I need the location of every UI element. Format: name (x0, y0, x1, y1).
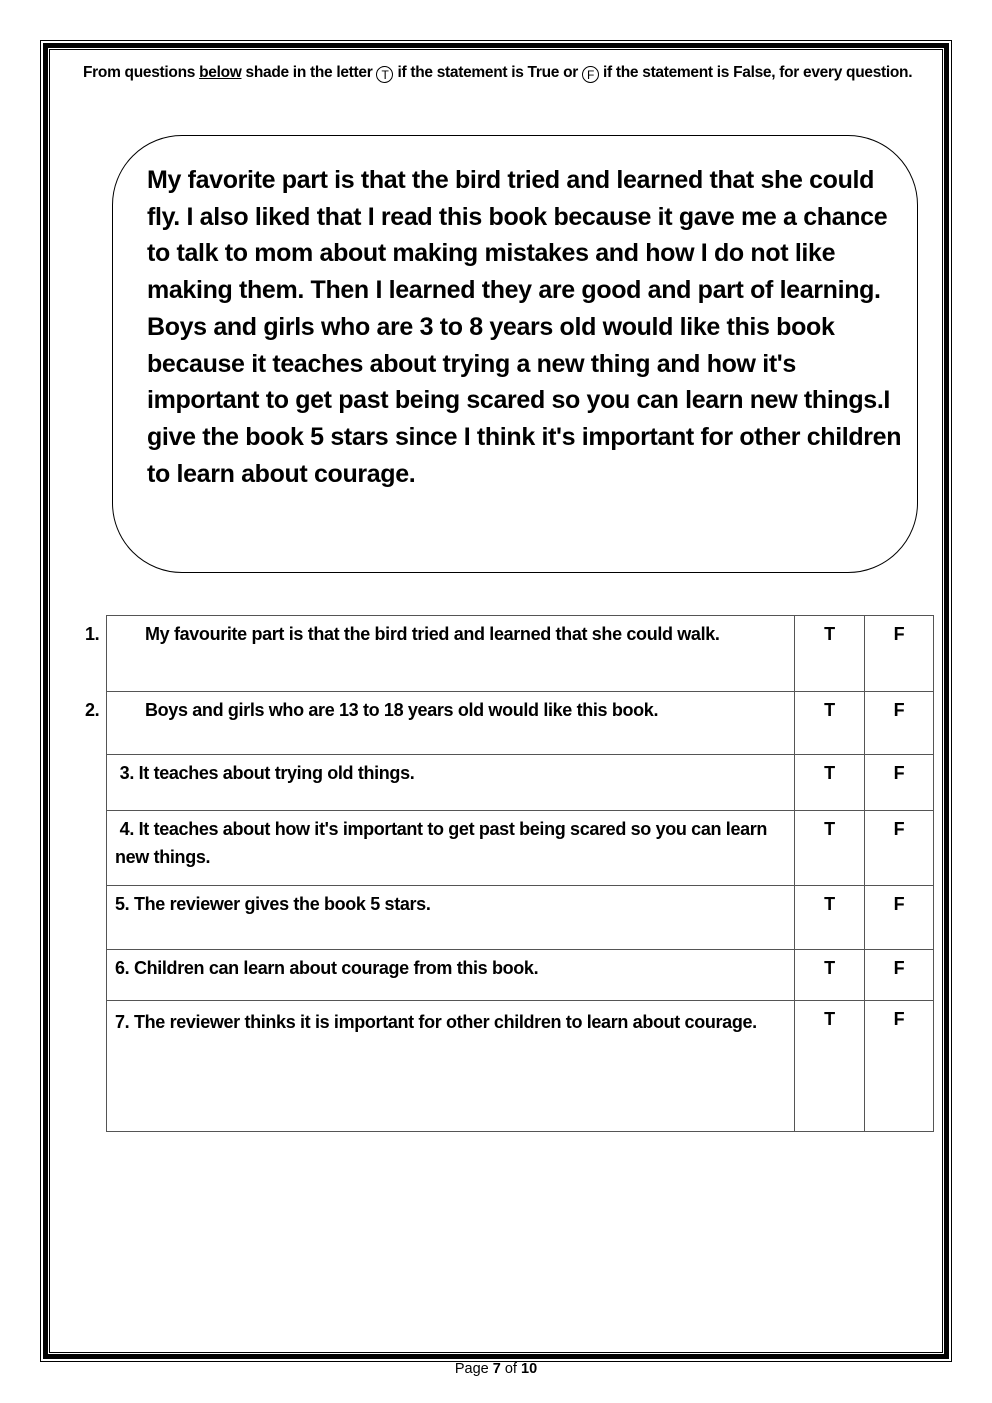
false-option[interactable]: F (865, 886, 934, 950)
question-number: 2. (85, 700, 100, 720)
question-cell (107, 886, 795, 950)
question-text: 6. Children can learn about courage from this book. (115, 958, 539, 978)
question-text: 3. It teaches about trying old things. (115, 763, 415, 783)
false-option[interactable]: F (865, 755, 934, 811)
footer-total-pages: 10 (521, 1361, 538, 1377)
true-option[interactable]: T (795, 950, 865, 1001)
footer-page-word: Page (454, 1361, 493, 1377)
circled-t-icon: T (376, 66, 393, 83)
true-option[interactable]: T (795, 1001, 865, 1132)
question-text: 7. The reviewer thinks it is important for other children to learn about courage. (115, 1012, 757, 1032)
true-option[interactable]: T (795, 811, 865, 886)
instructions-part2: shade in the letter (241, 64, 377, 81)
question-text: 5. The reviewer gives the book 5 stars. (115, 894, 431, 914)
question-cell (85, 616, 795, 692)
footer-current-page: 7 (492, 1361, 501, 1377)
table-row (107, 1001, 934, 1132)
false-option[interactable]: F (865, 811, 934, 886)
true-option[interactable]: T (795, 616, 865, 692)
table-row (107, 755, 934, 811)
question-text: 4. It teaches about how it's important to get past being scared so you can learn new things. (115, 819, 772, 867)
review-text (147, 162, 902, 492)
false-option[interactable]: F (865, 692, 934, 755)
review-paragraph-1: My favorite part is that the bird tried and learned that she could fly. I also liked that I read this book because it gave me a chance to talk to mom about making mistakes and how I do not like making them. Then I learned they are good and part of learning. (147, 166, 888, 305)
instructions-underlined: below (199, 64, 242, 81)
question-cell (107, 950, 795, 1001)
question-text: Boys and girls who are 13 to 18 years old would like this book. (145, 700, 659, 720)
instructions-part4: if the statement is False, for every question. (599, 64, 913, 81)
circled-f-icon: F (582, 66, 599, 83)
false-option[interactable]: F (865, 950, 934, 1001)
review-paragraph-2: Boys and girls who are 3 to 8 years old would like this book because it teaches about trying a new thing and how it's important to get past being scared so you can learn new things.I give the book 5 stars since I think it's important for other children to learn about courage. (147, 312, 902, 488)
true-option[interactable]: T (795, 692, 865, 755)
table-row (107, 616, 934, 692)
instructions-part1: From questions (83, 64, 200, 81)
false-option[interactable]: F (865, 616, 934, 692)
table-row (107, 811, 934, 886)
true-option[interactable]: T (795, 755, 865, 811)
question-text: My favourite part is that the bird tried and learned that she could walk. (145, 624, 720, 644)
question-cell (107, 755, 795, 811)
table-row (107, 692, 934, 755)
question-cell (85, 692, 795, 755)
true-false-table (85, 615, 934, 1132)
page-footer (0, 1361, 992, 1377)
false-option[interactable]: F (865, 1001, 934, 1132)
instructions (83, 60, 923, 86)
table-row (107, 886, 934, 950)
table-row (107, 950, 934, 1001)
footer-of-word: of (500, 1361, 521, 1377)
question-cell (107, 1001, 795, 1132)
instructions-part3: if the statement is True or (393, 64, 583, 81)
question-number: 1. (85, 624, 100, 644)
true-option[interactable]: T (795, 886, 865, 950)
question-cell (107, 811, 795, 886)
